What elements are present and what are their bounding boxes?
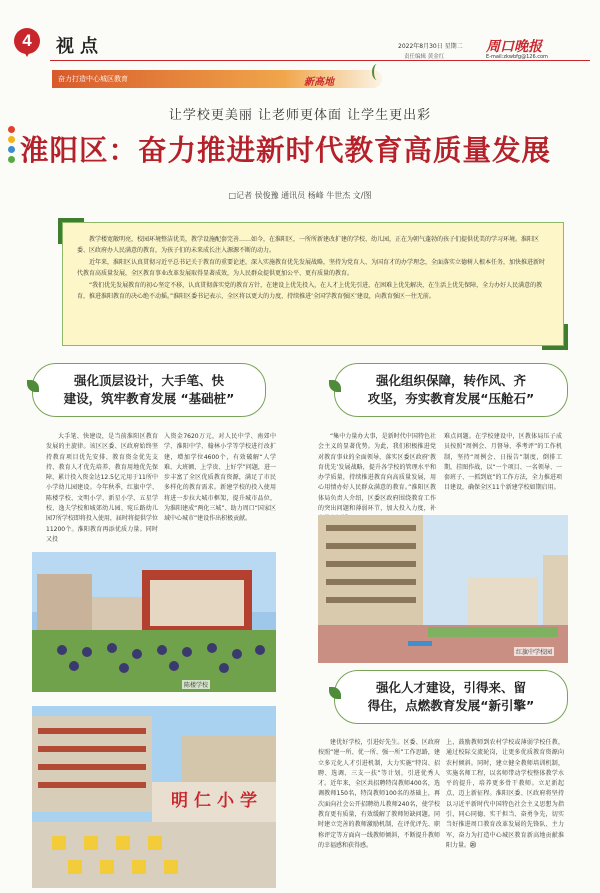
photo-image bbox=[318, 515, 568, 663]
decorative-dots bbox=[8, 126, 18, 166]
header-rule bbox=[50, 60, 590, 61]
body-paragraph: 建优好学校，引进好先生。区委、区政府按照“建一所、优一所、强一所”工作思路，建立多元化人才引进机制，大力实施“特岗、招聘、选调、三支一扶”等计划，引进优秀人才。近年来，全区共招聘特岗教师400名，选调教师150名，特岗教师100名的基础上，再次面向社会公开招聘幼儿教师240名，使学校教育更有质量，有效缓解了教师短缺问题。同时建立完善的教师激励机制，在评优评先、职称评定等方面向一线教师倾斜，不断提升教师的幸福感和获得感。 bbox=[318, 739, 440, 849]
section-title-line: 攻坚，夯实教育发展“压舱石” bbox=[367, 391, 535, 406]
editor-credit: 责任编辑 黄金红 bbox=[404, 54, 445, 60]
column-banner-tag: 奋力打造中心城区教育 bbox=[58, 75, 128, 83]
section-title-line: 建设，筑牢教育发展 “基础桩” bbox=[63, 391, 235, 406]
body-paragraph: 难点问题。在学校建设中，区教体局压子成员按照“周例会、月督导、季考评”的工作机制，坚持“周例会、日报告”制度，倒排工期，挂图作战，以“一个项目、一名领导、一套班子、一抓到底”的工作方法，全力推进项目建设，确保全区11个新建学校如期启用。 bbox=[444, 433, 562, 492]
page-number: 4 bbox=[14, 28, 40, 54]
section-title-line: 得住，点燃教育发展“新引擎” bbox=[367, 698, 535, 713]
lead-paragraph: “我们优先发展教育的初心坚定不移，认真贯彻落实党的教育方针，在建设上优先投入，在人才上优先引进，在困难上优先解决，在生活上优先保障，全力办好人民满意的教育，推进淮阳教育的决心绝不动摇。”淮阳区委书记表示，全区将以更大的力度，持续推进‘全国学教育强区’建设，向教育强区一往无前。 bbox=[77, 282, 543, 300]
issue-date: 2022年8月30日 星期二 bbox=[398, 43, 463, 50]
photo-image bbox=[32, 552, 276, 692]
contact-email[interactable]: E-mail:zkwbfg@126.com bbox=[486, 54, 548, 60]
leaf-sprig-icon bbox=[372, 64, 382, 80]
dot-icon bbox=[8, 146, 15, 153]
photo-caption: 明仁小学 bbox=[171, 791, 263, 811]
photo-school-students bbox=[32, 552, 276, 692]
body-paragraph: 大手笔、快建设，是当前淮阳区教育发展的主旋律。该区区委、区政府始终坚持教育项目优先安排、教育资金优先支持、教育人才优先培养、教育用地优先保障，累计投入资金达12.5亿元用于11所中小学幼儿园建设。今年秋季，红旗中学、陈楼学校、文明小学、新星小学、五星学校、逸夫学校和城郊幼儿园、宛丘路幼儿园7所学校即将投入使用，届时将提供学位11200个。淮阳教育再添优质力量。同时又投 bbox=[46, 433, 158, 543]
section-title-line: 强化组织保障，转作风、齐 bbox=[375, 373, 526, 388]
section-title-line: 强化顶层设计，大手笔、快 bbox=[73, 373, 224, 388]
column-banner-logo: 新高地 bbox=[304, 77, 334, 88]
photo-caption: 红旗中学校园 bbox=[516, 649, 553, 656]
body-paragraph: “集中力量办大事，是新时代中国特色社会主义的显著优势。为此，我们积极推进党对教育事业的全面领导，落实区委区政府‘教育优先’发展战略，提升各学校的管理水平和办学质量，持续推进教育向高质量发展，用心用情办好人民群众满意的教育。”淮阳区教体局负责人介绍，区委区政府围绕教育工作的突出问题和薄弱环节，加大投入力度，补 bbox=[318, 433, 436, 513]
photo-school-gate bbox=[32, 706, 276, 888]
section-title: 视点 bbox=[56, 36, 104, 57]
body-paragraph: 上，鼓励教师到农村学校或薄弱学校任教，通过校际交流轮岗，让更多优质教育资源向农村倾斜。同时，建立健全教师培训机制，实施名师工程，以名师带动学校整体教学水平的提升，培养更多骨干教师。立足新起点，迈上新征程。淮阳区委、区政府将坚持以习近平新时代中国特色社会主义思想为指引，同心同德、实干担当、奋勇争先，切实当好推进周口教育改革发展的先锋队、主力军，奋力为打造中心城区教育新高地贡献淮阳力量。 bbox=[446, 739, 564, 849]
end-mark: ㉑ bbox=[470, 841, 477, 849]
newspaper-logo: 周口晚报 bbox=[486, 39, 542, 55]
photo-campus-plaza bbox=[318, 515, 568, 663]
article-byline: □记者 侯俊豫 通讯员 杨峰 牛世杰 文/图 bbox=[228, 191, 372, 200]
article-headline: 淮阳区：奋力推进新时代教育高质量发展 bbox=[20, 133, 552, 167]
dot-icon bbox=[8, 126, 15, 133]
body-column bbox=[46, 432, 158, 548]
body-paragraph: 入资金7620万元，对人民中学、南郊中学、淮阳中学、翰林小学等学校进行改扩建，增加学位4600个，有效破解“人学难、大班额、上学贵、上好学”问题，进一步丰富了全区优质教育资源，满足了市民多样化的教育需求。新建学校的投入使用将进一步拉大城市框架，提升城市品位，为淮阳建成“两化三城”、助力周口“国家区域中心城市”建设作出积极贡献。 bbox=[164, 433, 276, 523]
body-column bbox=[318, 432, 436, 512]
body-column bbox=[318, 738, 440, 888]
lead-paragraph: 教学楼宽敞明亮，校园环境整洁优美，教学设施配套完善……如今，在淮阳区，一所所新建改扩建的学校、幼儿园，正在为朝气蓬勃的孩子们提供优美的学习环境。淮阳区委、区政府办人民满意的教育，为孩子们的未来成长注入源源不断的动力。 bbox=[77, 236, 540, 254]
article-subhead: 让学校更美丽 让老师更体面 让学生更出彩 bbox=[168, 108, 432, 123]
pin-tip bbox=[22, 48, 32, 57]
body-column bbox=[446, 738, 564, 888]
article-lead bbox=[62, 222, 564, 346]
section-title-1 bbox=[32, 363, 266, 417]
lead-paragraph: 近年来，淮阳区认真贯彻习近平总书记关于教育的重要论述，深入实施教育优先发展战略，坚持为党育人、为国育才的办学理念，全面落实立德树人根本任务，加快推进新时代教育高质量发展，全区教育事业改革发展取得显著成效，为人民群众提供更加公平、更有质量的教育。 bbox=[77, 259, 546, 277]
page-number-pin bbox=[14, 28, 40, 58]
photo-caption: 陈楼学校 bbox=[184, 682, 209, 689]
page-header bbox=[0, 0, 600, 62]
dot-icon bbox=[8, 136, 15, 143]
section-title-2 bbox=[334, 363, 568, 417]
dot-icon bbox=[8, 156, 15, 163]
section-title-3 bbox=[334, 670, 568, 724]
body-column bbox=[444, 432, 562, 512]
section-title-line: 强化人才建设，引得来、留 bbox=[375, 680, 526, 695]
lead-frame-corner bbox=[542, 324, 568, 350]
body-column bbox=[164, 432, 276, 548]
